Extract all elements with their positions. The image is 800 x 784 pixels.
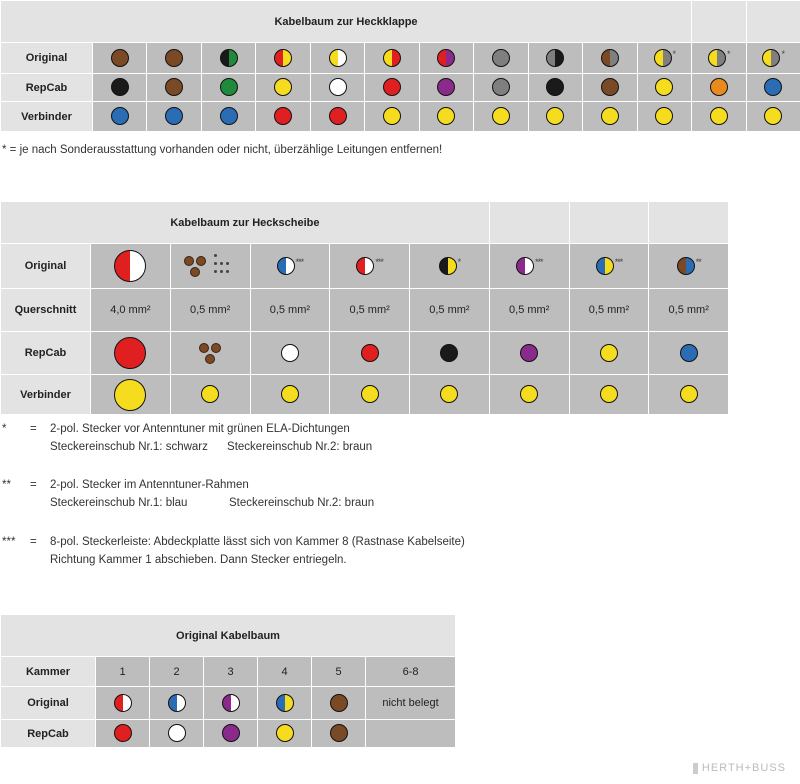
color-cell <box>250 244 330 289</box>
row-original <box>1 687 456 720</box>
kammer-number: 4 <box>258 657 312 687</box>
note-mark: ** <box>2 479 11 491</box>
color-cell <box>637 43 692 74</box>
wire-color-dot <box>655 107 673 125</box>
wire-color-split-dot <box>546 49 564 67</box>
color-cell <box>410 244 490 289</box>
color-cell <box>489 244 569 289</box>
table-heckklappe <box>0 0 800 132</box>
wire-color-dot <box>492 49 510 67</box>
wire-color-dot <box>440 344 458 362</box>
wire-color-dot <box>111 78 129 96</box>
row-label: RepCab <box>1 332 91 375</box>
cross-section-value: 0,5 mm² <box>489 289 569 332</box>
row-original <box>1 43 800 74</box>
note-2 <box>2 476 702 514</box>
footnote-marker: * <box>727 48 730 59</box>
color-cell <box>489 375 569 415</box>
wire-color-dot <box>281 385 299 403</box>
color-cell <box>649 332 729 375</box>
note-line: Steckereinschub Nr.1: schwarz Steckereinschub Nr.2: braun <box>50 441 373 453</box>
color-cell <box>569 375 649 415</box>
wire-color-split-dot <box>276 694 294 712</box>
wire-color-split-dot <box>329 49 347 67</box>
wire-color-dot <box>111 107 129 125</box>
color-cell <box>692 102 746 132</box>
row-querschnitt <box>1 289 729 332</box>
wire-color-split-dot <box>654 49 672 67</box>
row-repcab <box>1 720 456 748</box>
wire-color-dot <box>330 694 348 712</box>
color-cell <box>93 102 147 132</box>
kammer-number: 3 <box>204 657 258 687</box>
wire-color-dot <box>114 379 146 411</box>
color-cell <box>93 43 147 74</box>
wire-color-split-dot <box>114 250 146 282</box>
cross-section-value: 4,0 mm² <box>91 289 171 332</box>
cross-section-value: 0,5 mm² <box>330 289 410 332</box>
color-cell <box>150 720 204 748</box>
wire-color-split-dot <box>277 257 295 275</box>
color-cell <box>147 74 201 102</box>
connector-pins-icon <box>182 254 238 278</box>
color-cell <box>419 74 473 102</box>
header-spacer <box>569 202 649 244</box>
color-cell <box>583 102 637 132</box>
logo-text: HERTH+BUSS <box>701 762 786 774</box>
color-cell <box>419 102 473 132</box>
footnote: * = je nach Sonderausstattung vorhanden oder nicht, überzählige Leitungen entfernen! <box>2 144 443 156</box>
wire-color-dot <box>680 344 698 362</box>
wire-color-dot <box>114 724 132 742</box>
note-1 <box>2 420 702 458</box>
wire-color-dot <box>329 107 347 125</box>
color-cell <box>746 74 800 102</box>
wire-color-dot <box>655 78 673 96</box>
row-verbinder <box>1 102 800 132</box>
wire-color-dot <box>329 78 347 96</box>
wire-color-dot <box>764 78 782 96</box>
color-cell <box>410 332 490 375</box>
wire-color-dot <box>274 107 292 125</box>
wire-color-dot <box>274 78 292 96</box>
note-line: 2-pol. Stecker vor Antenntuner mit grünen ELA-Dichtungen <box>50 423 350 435</box>
color-cell <box>258 687 312 720</box>
wire-color-dot <box>111 49 129 67</box>
color-cell <box>528 74 582 102</box>
note-equals: = <box>30 479 37 491</box>
color-cell <box>637 74 692 102</box>
color-cell <box>256 102 310 132</box>
wire-color-dot <box>492 78 510 96</box>
kammer-number: 5 <box>312 657 366 687</box>
cross-section-value: 0,5 mm² <box>250 289 330 332</box>
kammer-number: 1 <box>96 657 150 687</box>
color-cell <box>692 74 746 102</box>
color-cell <box>365 102 419 132</box>
wire-color-dot <box>601 107 619 125</box>
row-label: Verbinder <box>1 102 93 132</box>
wire-color-dot <box>276 724 294 742</box>
wire-color-dot <box>437 107 455 125</box>
color-cell <box>170 244 250 289</box>
color-cell <box>637 102 692 132</box>
wire-color-split-dot <box>114 694 132 712</box>
wire-color-dot <box>520 385 538 403</box>
wire-color-dot <box>546 107 564 125</box>
footnote-marker: *** <box>295 256 304 267</box>
wire-color-dot <box>168 724 186 742</box>
header-spacer <box>746 1 800 43</box>
color-cell <box>150 687 204 720</box>
row-label: Querschnitt <box>1 289 91 332</box>
color-cell <box>330 375 410 415</box>
table-title: Original Kabelbaum <box>1 615 456 657</box>
wire-color-dot <box>201 385 219 403</box>
row-verbinder <box>1 375 729 415</box>
wire-color-dot <box>710 107 728 125</box>
wire-color-dot <box>546 78 564 96</box>
color-cell <box>310 74 364 102</box>
wire-color-dot <box>220 78 238 96</box>
color-cell <box>147 43 201 74</box>
color-cell <box>583 74 637 102</box>
wire-color-dot <box>440 385 458 403</box>
header-spacer <box>692 1 746 43</box>
color-cell <box>583 43 637 74</box>
table-title: Kabelbaum zur Heckklappe <box>1 1 692 43</box>
color-cell <box>569 332 649 375</box>
color-cell <box>692 43 746 74</box>
cross-section-value: 0,5 mm² <box>569 289 649 332</box>
color-cell <box>147 102 201 132</box>
color-cell <box>256 74 310 102</box>
wire-color-split-dot <box>437 49 455 67</box>
wire-color-dot <box>361 385 379 403</box>
wire-color-split-dot <box>220 49 238 67</box>
footnote-marker: * <box>781 48 784 59</box>
color-cell <box>93 74 147 102</box>
row-label: Original <box>1 43 93 74</box>
color-cell <box>569 244 649 289</box>
footnote-marker: *** <box>534 256 543 267</box>
wire-color-dot <box>680 385 698 403</box>
color-cell <box>312 687 366 720</box>
wire-color-dot <box>114 337 146 369</box>
row-label: RepCab <box>1 74 93 102</box>
row-repcab <box>1 74 800 102</box>
color-cell <box>312 720 366 748</box>
cross-section-value: 0,5 mm² <box>170 289 250 332</box>
footnote-marker: * <box>457 256 461 267</box>
wire-color-split-dot <box>439 257 457 275</box>
wire-color-split-dot <box>708 49 726 67</box>
wire-color-dot <box>437 78 455 96</box>
wire-color-dot <box>710 78 728 96</box>
color-cell <box>528 43 582 74</box>
color-cell <box>204 720 258 748</box>
color-cell <box>365 74 419 102</box>
color-cell <box>201 43 255 74</box>
color-cell <box>250 332 330 375</box>
header-spacer <box>649 202 729 244</box>
note-line: 8-pol. Steckerleiste: Abdeckplatte lässt sich von Kammer 8 (Rastnase Kabelseite) <box>50 536 465 548</box>
color-cell <box>96 720 150 748</box>
wire-color-dot <box>383 78 401 96</box>
header-spacer <box>489 202 569 244</box>
color-cell <box>528 102 582 132</box>
note-line: Steckereinschub Nr.1: blau Steckereinschub Nr.2: braun <box>50 497 375 509</box>
color-cell <box>91 332 171 375</box>
note-mark: * <box>2 423 7 435</box>
color-cell <box>96 687 150 720</box>
wire-color-split-dot <box>222 694 240 712</box>
wire-color-split-dot <box>596 257 614 275</box>
color-cell <box>330 332 410 375</box>
color-cell <box>330 244 410 289</box>
note-equals: = <box>30 423 37 435</box>
color-cell <box>474 102 528 132</box>
wire-color-dot <box>361 344 379 362</box>
color-cell <box>250 375 330 415</box>
color-cell <box>256 43 310 74</box>
wire-color-dot <box>520 344 538 362</box>
row-label: Verbinder <box>1 375 91 415</box>
footnote-marker: *** <box>614 256 623 267</box>
cross-section-value: 0,5 mm² <box>410 289 490 332</box>
row-original <box>1 244 729 289</box>
color-cell <box>258 720 312 748</box>
wire-color-dot <box>222 724 240 742</box>
wire-color-split-dot <box>383 49 401 67</box>
wire-color-split-dot <box>677 257 695 275</box>
wire-color-dot <box>330 724 348 742</box>
color-cell <box>419 43 473 74</box>
color-cell <box>746 43 800 74</box>
wire-color-split-dot <box>274 49 292 67</box>
wire-color-dot <box>383 107 401 125</box>
color-cell <box>489 332 569 375</box>
color-cell <box>91 244 171 289</box>
wire-color-split-dot <box>356 257 374 275</box>
color-cell <box>365 43 419 74</box>
wire-color-split-dot <box>762 49 780 67</box>
color-cell <box>170 332 250 375</box>
brand-logo <box>693 762 786 774</box>
table-title: Kabelbaum zur Heckscheibe <box>1 202 490 244</box>
footnote-marker: *** <box>375 256 383 267</box>
color-cell <box>170 375 250 415</box>
row-label: Original <box>1 687 96 720</box>
wire-color-split-dot <box>516 257 534 275</box>
table-original-kabelbaum <box>0 614 456 748</box>
wire-color-split-dot <box>168 694 186 712</box>
color-cell <box>201 74 255 102</box>
color-cell <box>310 43 364 74</box>
wire-color-dot <box>600 344 618 362</box>
color-cell <box>746 102 800 132</box>
wire-color-split-dot <box>601 49 619 67</box>
note-equals: = <box>30 536 37 548</box>
row-label: RepCab <box>1 720 96 748</box>
row-label: Kammer <box>1 657 96 687</box>
row-kammer <box>1 657 456 687</box>
table-heckscheibe <box>0 201 729 415</box>
footnote-marker: * <box>672 48 676 59</box>
cross-section-value: 0,5 mm² <box>649 289 729 332</box>
color-cell <box>310 102 364 132</box>
note-line: 2-pol. Stecker im Antenntuner-Rahmen <box>50 479 249 491</box>
wire-color-dot <box>165 78 183 96</box>
color-cell <box>649 244 729 289</box>
wire-color-dot <box>165 107 183 125</box>
wire-color-dot <box>220 107 238 125</box>
note-line: Richtung Kammer 1 abschieben. Dann Stecker entriegeln. <box>50 554 347 566</box>
color-cell <box>474 74 528 102</box>
wire-color-dot <box>601 78 619 96</box>
row-repcab <box>1 332 729 375</box>
kammer-number: 2 <box>150 657 204 687</box>
color-cell <box>201 102 255 132</box>
wire-color-dot <box>600 385 618 403</box>
wire-color-dot <box>492 107 510 125</box>
color-cell <box>204 687 258 720</box>
wire-color-dot <box>281 344 299 362</box>
color-cell: nicht belegt <box>366 687 456 720</box>
row-label: Original <box>1 244 91 289</box>
footnote-marker: ** <box>695 256 701 267</box>
color-cell <box>366 720 456 748</box>
wire-color-dot <box>165 49 183 67</box>
color-cell <box>91 375 171 415</box>
wire-color-dot <box>764 107 782 125</box>
color-cell <box>410 375 490 415</box>
kammer-number: 6-8 <box>366 657 456 687</box>
note-3 <box>2 533 762 571</box>
connector-pins-icon <box>197 341 223 365</box>
note-mark: *** <box>2 536 16 548</box>
color-cell <box>474 43 528 74</box>
color-cell <box>649 375 729 415</box>
